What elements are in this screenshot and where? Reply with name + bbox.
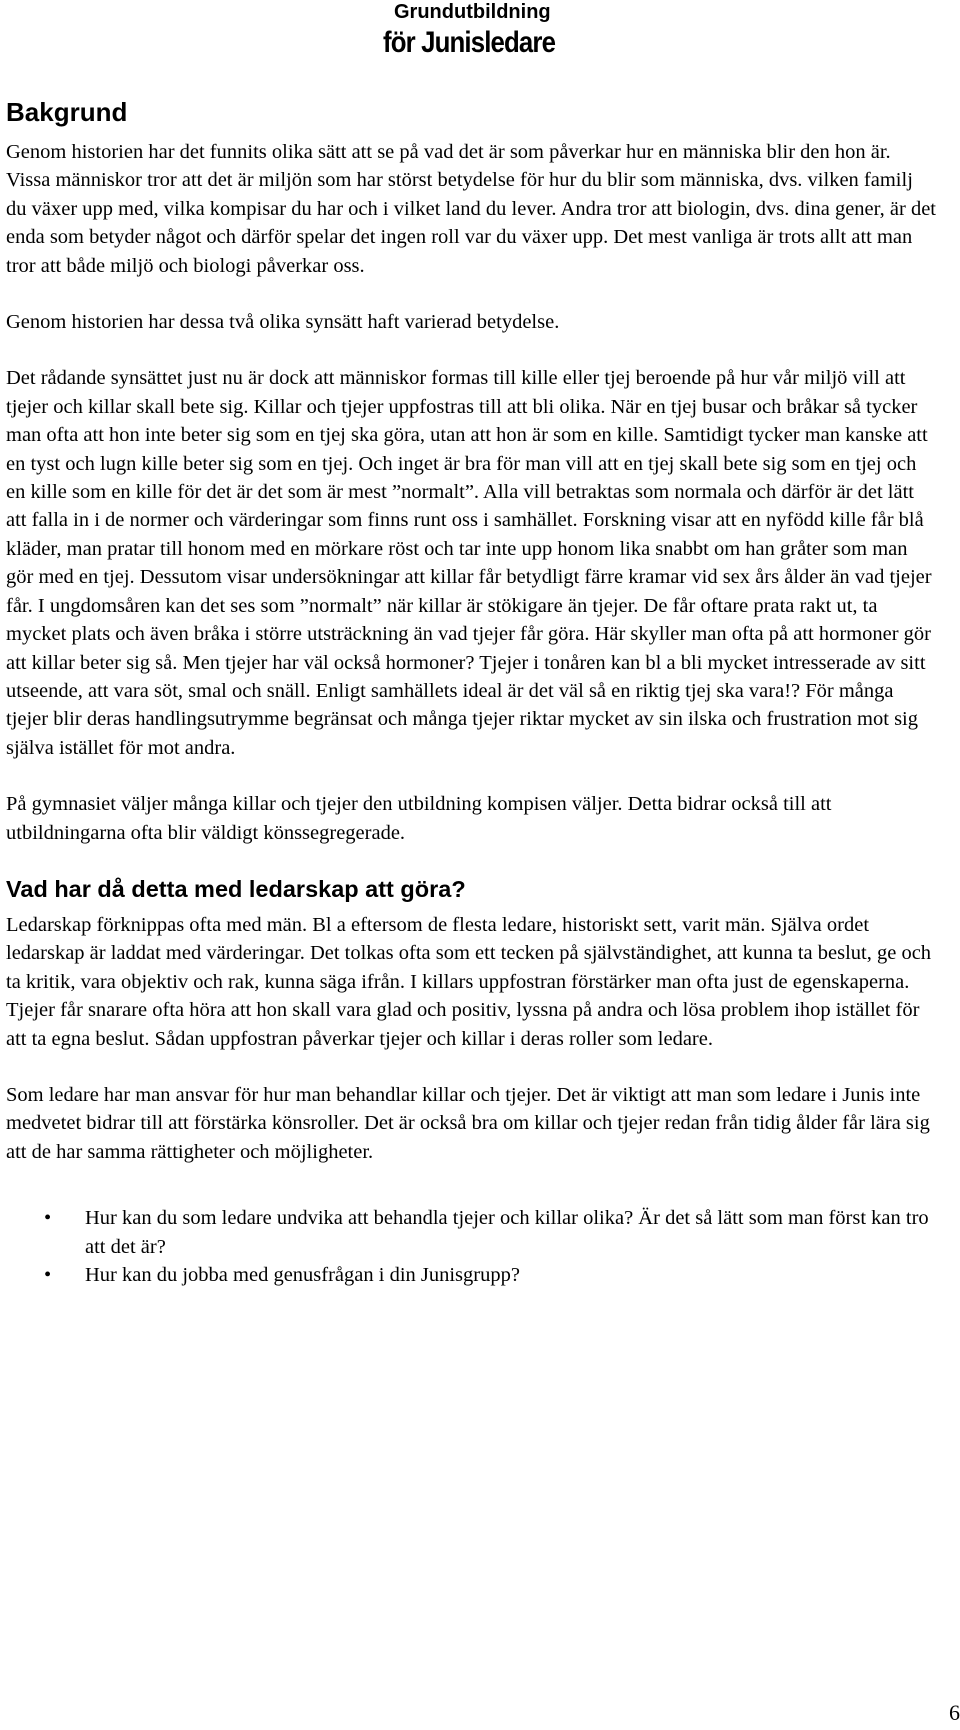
paragraph: Ledarskap förknippas ofta med män. Bl a eftersom de flesta ledare, historiskt sett, varit män. Själva ordet ledarskap är laddat med värderingar. Det tolkas ofta som ett tecken på självständighet, att kunna ta beslut, ge och ta kritik, vara objektiv och rak, kunna säga ifrån. I killars uppfostran förstärker man ofta just de egenskaperna. Tjejer får snarare ofta höra att hon skall vara glad och positiv, lyssna på andra och lösa problem ihop istället för att ta egna beslut. Sådan uppfostran påverkar tjejer och killar i deras roller som ledare.	[6, 913, 932, 1050]
page-header	[383, 0, 643, 61]
header-title-top: Grundutbildning	[394, 1, 551, 23]
paragraph: Det rådande synsättet just nu är dock att människor formas till kille eller tjej beroende på hur vår miljö vill att tjejer och killar skall bete sig. Killar och tjejer uppfostras till att bli olika. När en tjej busar och bråkar så tycker man ofta att hon inte beter sig som en tjej ska göra, utan att hon är som en kille. Samtidigt tycker man kanske att en tyst och lugn kille beter sig som en tjej. Och inget är bra för man vill att en tjej skall bete sig som en tjej och en kille som en kille för det är det som är mest ”normalt”. Alla vill betraktas som normala och därför är det lätt att falla in i de normer och värderingar som finns runt oss i samhället. Forskning visar att en nyfödd kille får blå kläder, man pratar till honom med en mörkare röst och tar inte upp honom lika snabbt om han gråter som man gör med en tjej. Dessutom visar undersökningar att killar får betydligt färre kramar vid sex års ålder än vad tjejer får. I ungdomsåren kan det ses som ”normalt” när killar är stökigare än tjejer. De får oftare prata rakt ut, ta mycket plats och även bråka i större utsträckning än vad tjejer får göra. Här skyller man ofta på att hormoner gör att killar beter sig så. Men tjejer har väl också hormoner? Tjejer i tonåren kan bl a bli mycket intresserade av sitt utseende, att vara söt, smal och snäll. Enligt samhällets ideal är det väl så en riktig tjej ska vara!? För många tjejer blir deras handlingsutrymme begränsat och många tjejer riktar mycket av sin ilska och frustration mot sig själva istället för mot andra.	[6, 367, 932, 759]
bullet-icon: •	[44, 1207, 52, 1230]
question-list	[6, 1204, 936, 1289]
paragraph: Genom historien har det funnits olika sätt att se på vad det är som påverkar hur en människa blir den hon är. Vissa människor tror att det är miljön som har störst betydelse för hur du blir som människa, dvs. vilken familj du växer upp med, vilka kompisar du har och i vilket land du lever. Andra tror att biologin, dvs. dina gener, är det enda som betyder något och därför spelar det ingen roll var du växer upp. Det mest vanliga är trots allt att man tror att både miljö och biologi påverkar oss.	[6, 141, 936, 277]
bullet-icon: •	[44, 1264, 52, 1286]
question-text: Hur kan du som ledare undvika att behandla tjejer och killar olika? Är det så lätt som man först kan tro att det är?	[85, 1207, 929, 1258]
question-item	[6, 1261, 935, 1289]
header-title-bottom: för Junisledare	[383, 26, 556, 59]
paragraph: På gymnasiet väljer många killar och tjejer den utbildning kompisen väljer. Detta bidrar också till att utbildningarna ofta blir väldigt könssegregerade.	[6, 793, 832, 844]
question-item	[6, 1204, 935, 1261]
question-text: Hur kan du jobba med genusfrågan i din Junisgrupp?	[85, 1264, 520, 1286]
page-number: 6	[949, 1700, 960, 1725]
paragraph: Genom historien har dessa två olika synsätt haft varierad betydelse.	[6, 311, 560, 334]
section-heading-bakgrund: Bakgrund	[6, 97, 128, 127]
paragraph: Som ledare har man ansvar för hur man behandlar killar och tjejer. Det är viktigt att man som ledare i Junis inte medvetet bidrar till att förstärka könsroller. Det är också bra om killar och tjejer redan från tidig ålder får lära sig att de har samma rättigheter och möjligheter.	[6, 1083, 930, 1163]
document-body	[6, 92, 936, 1289]
section-heading-ledarskap: Vad har då detta med ledarskap att göra?	[6, 875, 466, 902]
